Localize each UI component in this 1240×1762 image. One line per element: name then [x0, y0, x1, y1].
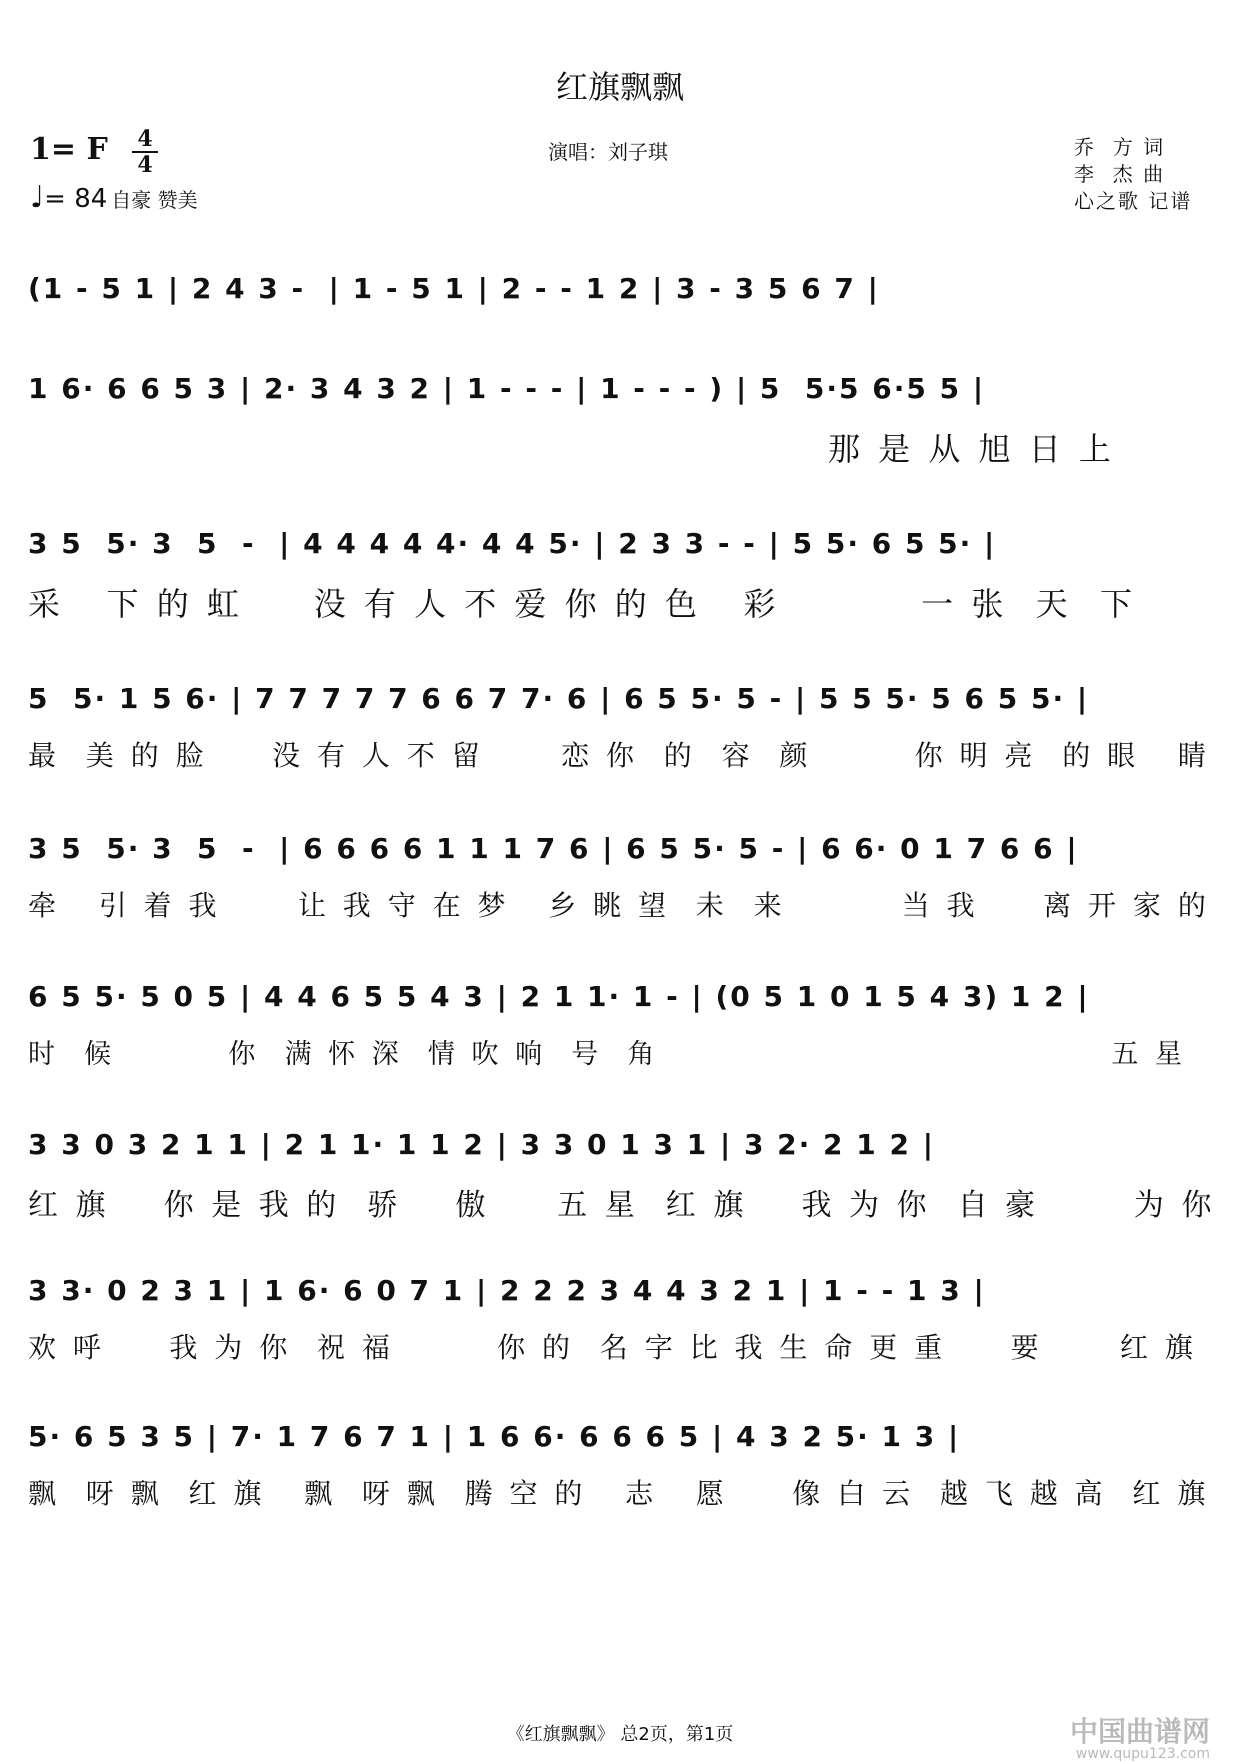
- watermark-name: 中国曲谱网: [1069, 1715, 1210, 1748]
- notation-text: 3 5 5· 3 5 - | 4 4 4 4 4· 4 4 5· | 2 3 3 - - | 5 5· 6 5 5· |: [28, 527, 997, 560]
- notation-text: 3 3 0 3 2 1 1 | 2 1 1· 1 1 2 | 3 3 0 1 3 1 | 3 2· 2 1 2 |: [28, 1128, 935, 1161]
- key-signature: 1= F: [30, 132, 108, 167]
- notation-text: 3 5 5· 3 5 - | 6 6 6 6 1 1 1 7 6 | 6 5 5· 5 - | 6 6· 0 1 7 6 6 |: [28, 832, 1079, 865]
- lyric-line: 欢 呼 我 为 你 祝 福 你 的 名 字 比 我 生 命 更 重 要 红 旗: [28, 1331, 1197, 1364]
- lyric-line: 红 旗 你 是 我 的 骄 傲 五 星 红 旗 我 为 你 自 豪 为 你: [28, 1188, 1216, 1223]
- notation-text: (1 - 5 1 | 2 4 3 - | 1 - 5 1 | 2 - - 1 2 | 3 - 3 5 6 7 |: [28, 272, 880, 305]
- score-title: 红旗飘飘: [555, 68, 684, 106]
- notation-text: 3 3· 0 2 3 1 | 1 6· 6 0 7 1 | 2 2 2 3 4 4 3 2 1 | 1 - - 1 3 |: [28, 1274, 986, 1307]
- notation-text: 6 5 5· 5 0 5 | 4 4 6 5 5 4 3 | 2 1 1· 1 - | (0 5 1 0 1 5 4 3) 1 2 |: [28, 980, 1090, 1013]
- time-signature-top: 4: [137, 126, 153, 152]
- lyric-line: 时 候 你 满 怀 深 情 吹 响 号 角 五 星: [28, 1039, 1186, 1070]
- notation-line: [28, 260, 1216, 350]
- singer-credit: 演唱：刘子琪: [548, 140, 668, 164]
- composer-credit: 李 杰 曲: [1074, 162, 1166, 186]
- notation-text: 5 5· 1 5 6· | 7 7 7 7 7 6 6 7 7· 6 | 6 5 5· 5 - | 5 5 5· 5 6 5 5· |: [28, 682, 1090, 715]
- mood-marking: 自豪 赞美: [111, 188, 198, 212]
- tempo-value: = 84: [44, 184, 108, 214]
- notation-text: 1 6· 6 6 5 3 | 2· 3 4 3 2 | 1 - - - | 1 - - - ) | 5 5·5 6·5 5 |: [28, 372, 986, 405]
- lyric-line: 那 是 从 旭 日 上: [828, 430, 1115, 468]
- lyric-line: 飘 呀 飘 红 旗 飘 呀 飘 腾 空 的 志 愿 像 白 云 越 飞 越 高 红 旗: [28, 1477, 1210, 1510]
- time-signature: [132, 128, 158, 176]
- watermark-url: www.qupu123.com: [1075, 1746, 1210, 1762]
- lyricist-credit: 乔 方 词: [1074, 135, 1166, 159]
- notation-text: 5· 6 5 3 5 | 7· 1 7 6 7 1 | 1 6 6· 6 6 6 5 | 4 3 2 5· 1 3 |: [28, 1420, 961, 1453]
- tempo-marking: [30, 180, 198, 215]
- transcriber-credit: 心之歌 记谱: [1074, 189, 1193, 213]
- credits-block: [1074, 134, 1192, 215]
- lyric-line: 采 下 的 虹 没 有 人 不 爱 你 的 色 彩 一 张 天 下: [28, 585, 1137, 623]
- lyric-line: 最 美 的 脸 没 有 人 不 留 恋 你 的 容 颜 你 明 亮 的 眼 睛: [28, 739, 1210, 772]
- page-footer: 《红旗飘飘》 总2页，第1页: [506, 1724, 734, 1745]
- time-signature-bottom: 4: [137, 152, 153, 178]
- lyric-line: 牵 引 着 我 让 我 守 在 梦 乡 眺 望 未 来 当 我 离 开 家 的: [28, 889, 1210, 922]
- quarter-note-icon: ♩: [30, 180, 45, 215]
- site-watermark: [1070, 1710, 1210, 1762]
